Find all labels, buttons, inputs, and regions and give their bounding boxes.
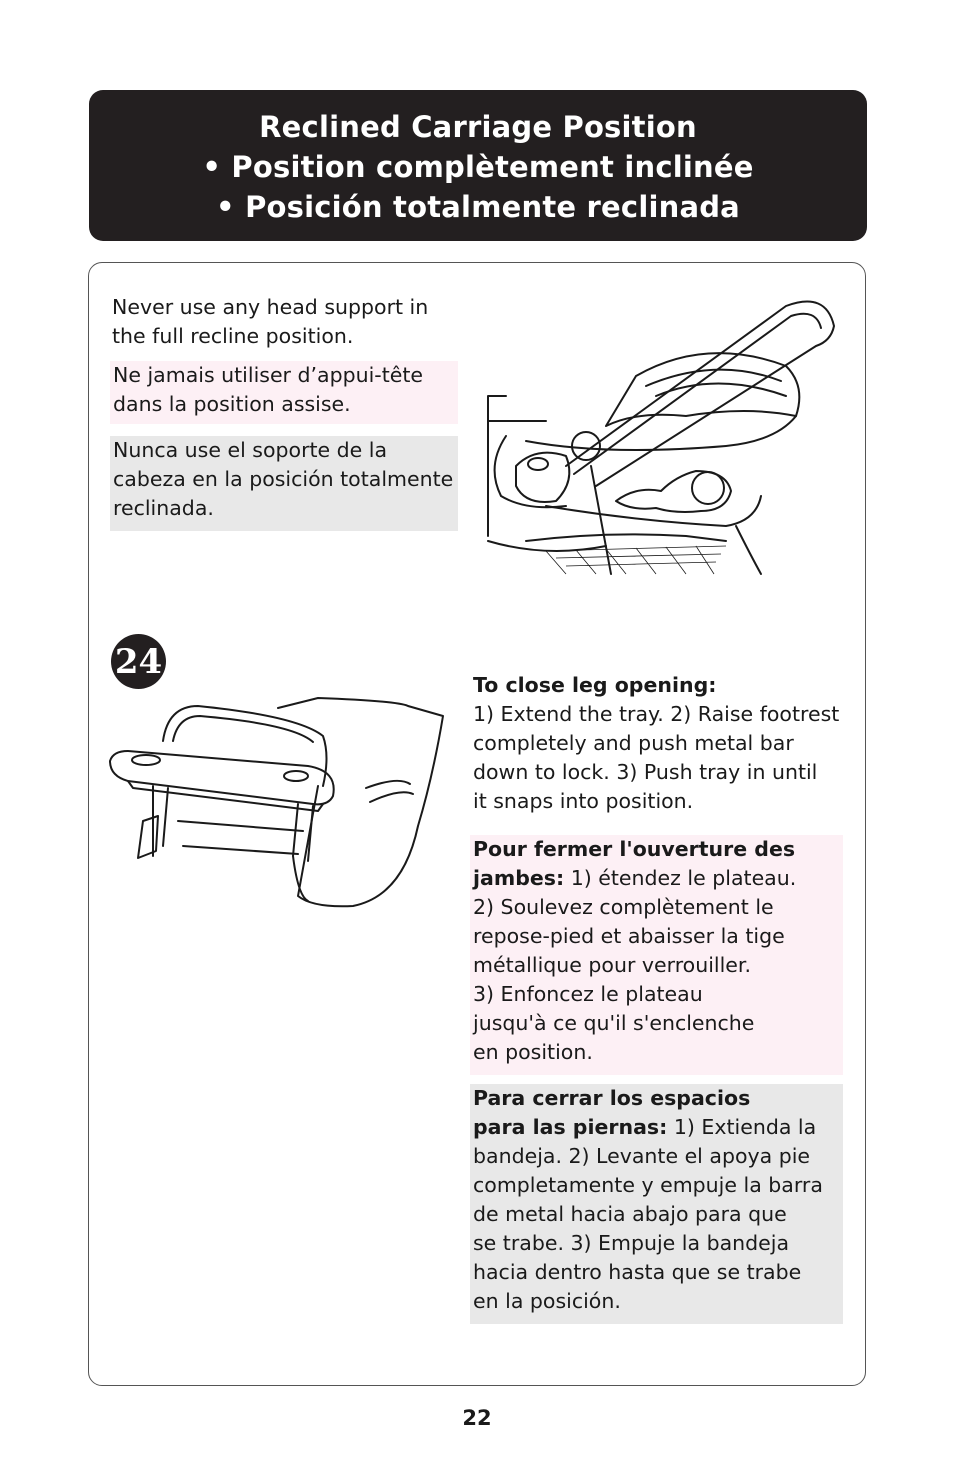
- tray-footrest-illustration: [108, 696, 448, 911]
- step-body-es: 1) Extienda la bandeja. 2) Levante el apoya pie completamente y empuje la barra de metal hacia abajo para que se trabe. 3) Empuje la bandeja hacia dentro hasta que se trabe en la posición.: [473, 1115, 823, 1313]
- step-heading-en: To close leg opening:: [473, 673, 717, 697]
- step-instructions-fr: [470, 835, 843, 1075]
- page-number: 22: [462, 1406, 492, 1430]
- step-heading-fr: Pour fermer l'ouverture des jambes:: [473, 837, 796, 890]
- warning-fr: Ne jamais utiliser d’appui-tête dans la position assise.: [110, 361, 458, 424]
- step-number-badge: 24: [111, 634, 166, 689]
- header-title-fr: • Position complètement inclinée: [202, 149, 754, 184]
- warning-en: Never use any head support in the full recline position.: [112, 295, 429, 348]
- page-header: [89, 90, 867, 241]
- step-instructions-es: [470, 1084, 843, 1324]
- reclined-stroller-illustration: [486, 296, 838, 576]
- step-instructions-en: [473, 671, 845, 816]
- warning-es: Nunca use el soporte de la cabeza en la posición totalmente reclinada.: [110, 436, 458, 531]
- header-title-en: Reclined Carriage Position: [259, 109, 697, 144]
- header-title-es: • Posición totalmente reclinada: [216, 189, 740, 224]
- step-heading-es: Para cerrar los espacios para las piernas:: [473, 1086, 751, 1139]
- step-body-fr: 1) étendez le plateau. 2) Soulevez complètement le repose-pied et abaisser la tige métallique pour verrouiller. 3) Enfoncez le plateau jusqu'à ce qu'il s'enclenche en position.: [473, 866, 797, 1064]
- step-body-en: 1) Extend the tray. 2) Raise footrest completely and push metal bar down to lock. 3) Push tray in until it snaps into position.: [473, 702, 840, 813]
